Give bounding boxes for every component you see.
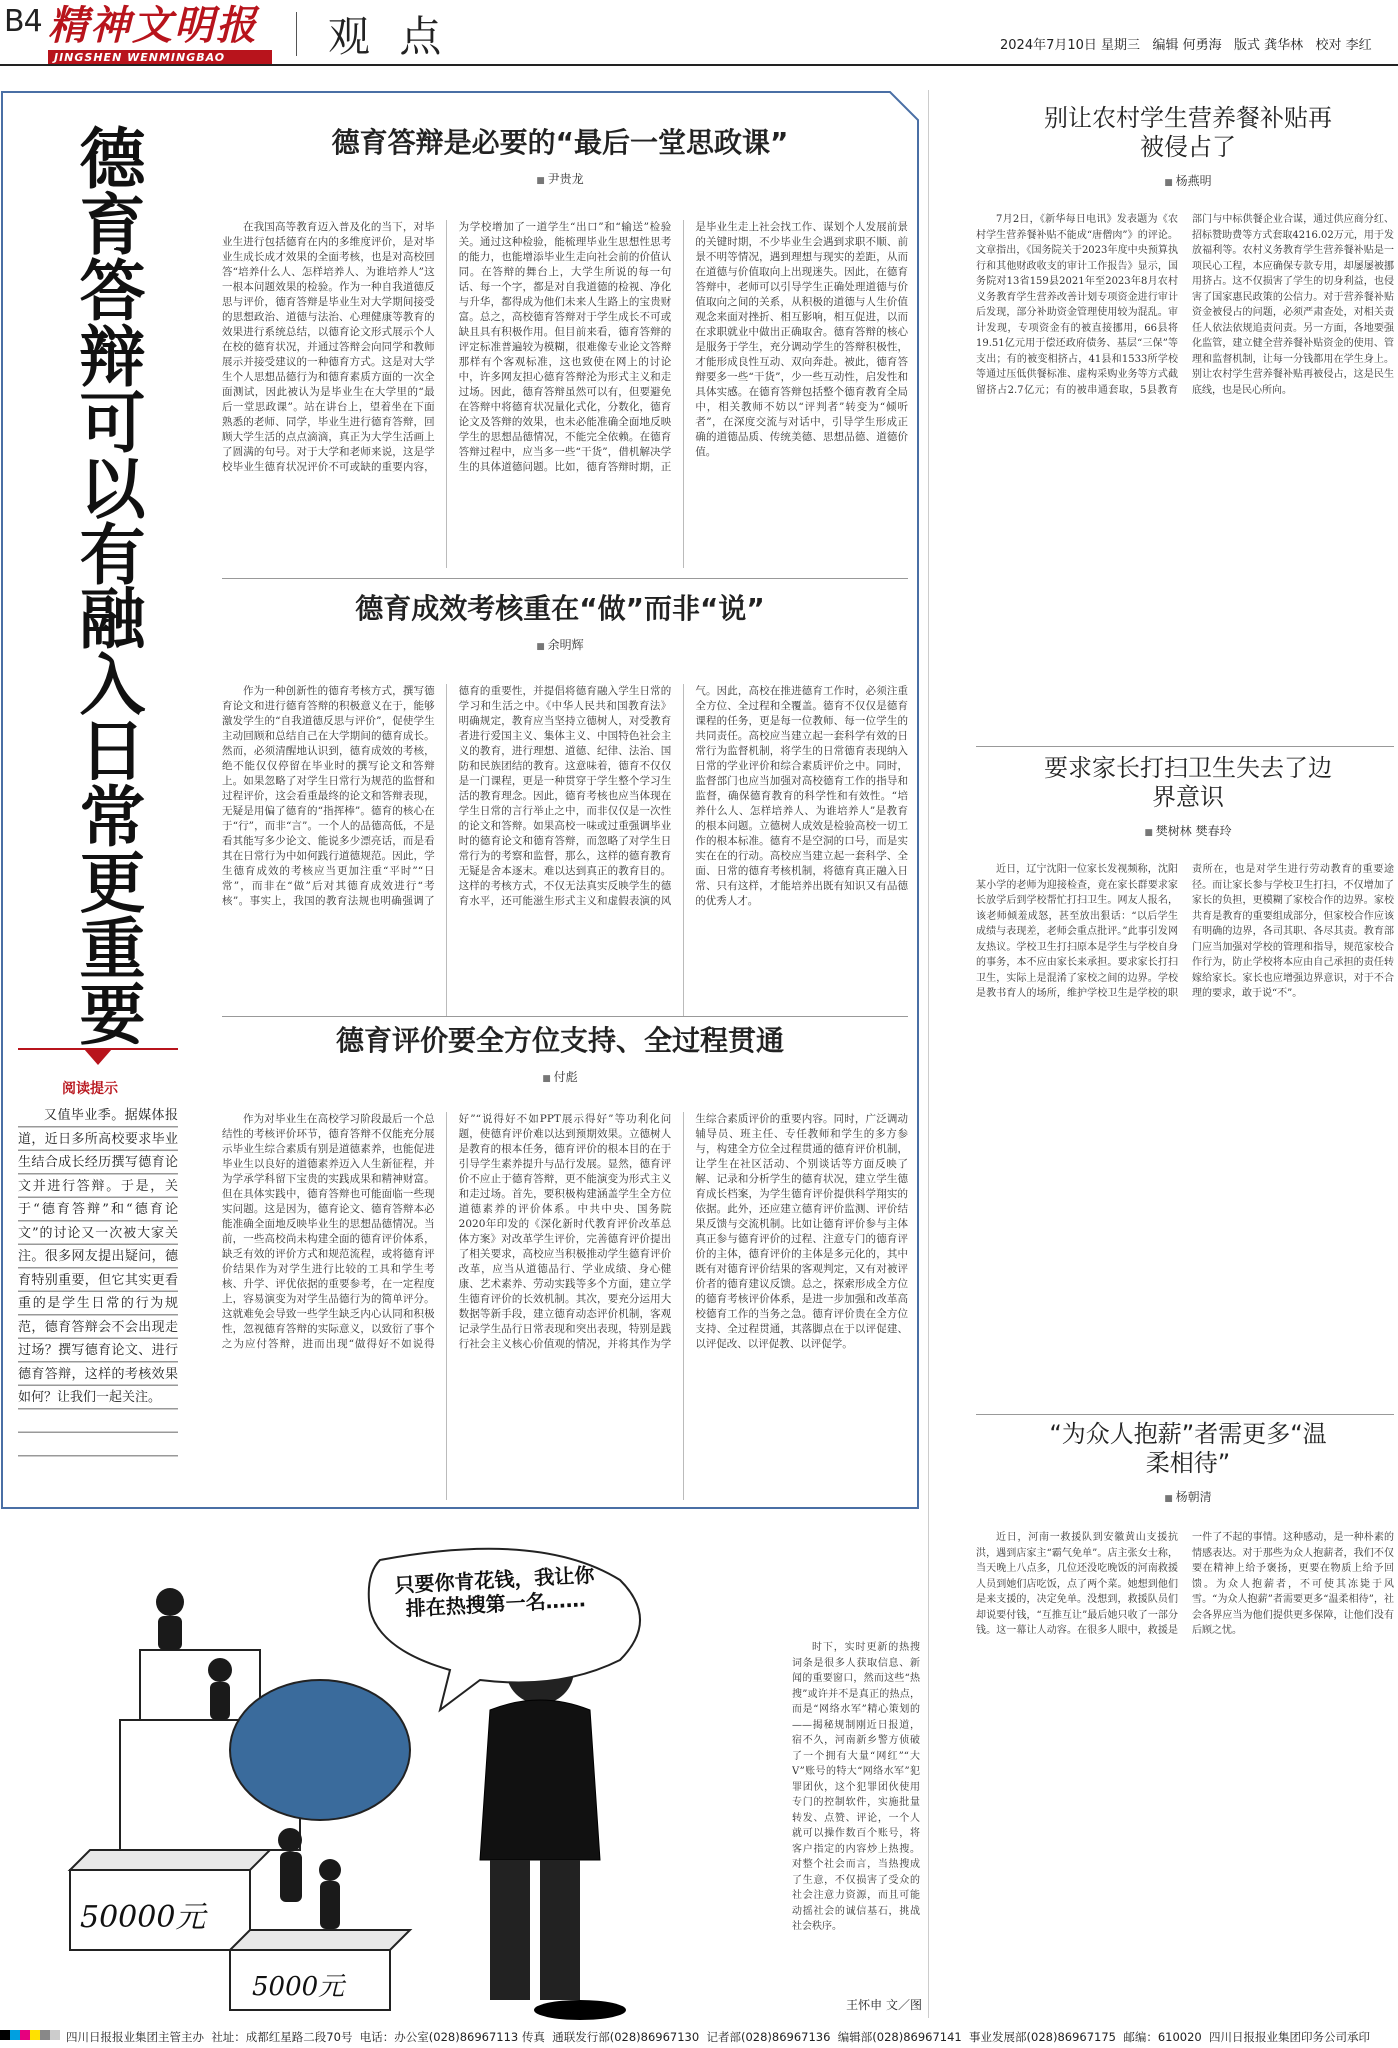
article-3-author: ■ 付彪 — [225, 1068, 895, 1085]
article-2-title: 德育成效考核重在“做”而非“说” — [355, 592, 765, 625]
cartoon-article-body — [792, 1640, 920, 1980]
article-1-author: ■ 尹贵龙 — [225, 170, 895, 187]
article-2-text: 作为一种创新性的德育考核方式，撰写德育论文和进行德育答辩的积极意义在于，能够激发学生的“自我道德反思与评价”，促使学生主动回顾和总结自己在大学期间的德育成长。然而，必须清醒地认识到，德育成效的考核，绝不能仅仅停留在毕业时的撰写论文和答辩上。如果忽略了对学生日常行为规范的监督和过程评价，这会看重最终的论文和答辩表现，无疑是用偏了德育的“指挥棒”。德育的核心在于“行”，而非“言”。一个人的品德高低，不是看其能写多少论文、能说多少漂亮话，而是看其在日常行为中如何践行道德规范。因此，学生德育成效的考核应当更加注重“平时”“日常”，而非在“做”后对其德育成效进行“考核”。事实上，我国的教育法规也明确强调了德育的重要性，并提倡将德育融入学生日常的学习和生活之中。《中华人民共和国教育法》明确规定，教育应当坚持立德树人，对受教育者进行爱国主义、集体主义、中国特色社会主义的教育，进行理想、道德、纪律、法治、国防和民族团结的教育。这意味着，德育不仅仅是一门课程，更是一种贯穿于学生整个学习生活的教育理念。因此，德育考核也应当体现在学生日常的言行举止之中，而非仅仅是一次性的论文和答辩。如果高校一味或过重强调毕业时的德育论文和德育答辩，而忽略了对学生日常行为的考察和监督，那么，这样的德育教育无疑是舍本逐末。难以达到真正的教育目的。这样的考核方式，不仅无法真实反映学生的德育水平，还可能滋生形式主义和虚假表演的风气。因此，高校在推进德育工作时，必须注重全方位、全过程和全覆盖。德育不仅仅是德育课程的任务，更是每一位教师、每一位学生的共同责任。高校应当建立起一套科学有效的日常行为监督机制，将学生的日常德育表现纳入日常的学业评价和综合素质评价之中。同时，监督部门也应当加强对高校德育工作的指导和监督，确保德育教育的科学性和有效性。“培养什么人、怎样培养人、为谁培养人”是教育的根本问题。立德树人成效是检验高校一切工作的根本标准。德育不是空洞的口号，而是实实在在的行动。高校应当建立起一套科学、全面、日常的德育考核机制，将德育真正融入日常、只有这样，才能培养出既有知识又有品德的优秀人才。 — [222, 685, 908, 907]
article-2-author: ■ 余明辉 — [225, 636, 895, 653]
cartoon-article-text: 时下，实时更新的热搜词条是很多人获取信息、新闻的重要窗口，然而这些“热搜”或许并不是真正的热点，而是“网络水军”精心策划的——揭秘规制刚近日报道，宿不久，河南新乡警方侦破了一个拥有大量“网红”“大V”账号的特大“网络水军”犯罪团伙，这个犯罪团伙使用专门的控制软件，实施批量转发、点赞、评论，一个人就可以操作数百个账号，将客户指定的内容炒上热搜。对整个社会而言，当热搜成了生意，不仅损害了受众的社会注意力资源，而且可能动摇社会的诚信基石，挑战社会秩序。 — [792, 1642, 920, 1932]
right-article-1-author: ■ 杨燕明 — [1038, 172, 1338, 189]
color-registration-bar — [0, 2030, 60, 2040]
footer-postcode: 邮编：610020 — [1123, 2030, 1202, 2044]
proofreader: 校对 李红 — [1315, 38, 1372, 53]
section-title: 观 点 — [328, 12, 450, 61]
masthead-rule — [0, 64, 1398, 66]
article-1-body — [222, 220, 908, 568]
cartoon-speech-text: 只要你肯花钱，我让你排在热搜第一名…… — [393, 1562, 595, 1621]
footer-phone-reporters: 记者部(028)86967136 — [706, 2030, 831, 2044]
newspaper-logo — [48, 2, 278, 72]
article-3-text: 作为对毕业生在高校学习阶段最后一个总结性的考核评价环节，德育答辩不仅能充分展示毕业生综合素质有别是道德素养，也能促进毕业生以良好的道德素养迈入人生新征程，并为学承学科留下宝贵的实践成果和精神财富。但在具体实践中，德育答辩也可能面临一些现实问题。这是因为，德育论文、德育答辩本必能准确全面地反映毕业生的思想品德情况。当前，一些高校尚未构建全面的德育评价体系，缺乏有效的评价方式和规范流程，或将德育评价结果作为对学生进行比较的工具和学生考核、升学、评优依据的重要参考，在一定程度上，容易演变为对学生品德行为的简单评分。这就难免会导致一些学生缺乏内心认同和积极性，忽视德育答辩的实际意义，以致衍了事个之为应付答辩，进而出现“做得好不如说得好”“说得好不如PPT展示得好”等功利化问题，使德育评价难以达到预期效果。立德树人是教育的根本任务，德育评价的根本目的在于引导学生素养提升与品行发展。显然，德育评价不应止于德育答辩，更不能演变为形式主义和走过场。首先，要积极构建涵盖学生全方位道德素养的评价体系。中共中央、国务院2020年印发的《深化新时代教育评价改革总体方案》对改革学生评价，完善德育评价提出了相关要求，高校应当积极推动学生德育评价改革，应当从道德品行、学业成绩、身心健康、艺术素养、劳动实践等多个方面，建立学生德育评价的长效机制。其次，要充分运用大数据等新手段，建立德育动态评价机制，客观记录学生品行日常表现和突出表现，特别是践行社会主义核心价值观的情况，并将其作为学生综合素质评价的重要内容。同时，广泛调动辅导员、班主任、专任教师和学生的多方参与，构建全方位全过程贯通的德育评价机制，让学生在社区活动、个别谈话等方面反映了解、记录和分析学生的德育状况，建立学生德育成长档案，为学生德育评价提供科学翔实的依据。此外，还应建立德育评价监测、评价结果反馈与交流机制。比如让德育评价参与主体真正参与德育评价的过程、注意专门的德育评价的主体，德育评价的主体是多元化的，其中既有对德育评价结果的客观判定，又有对被评价者的德育建议反馈。总之，探索形成全方位的德育考核评价体系，是进一步加强和改革高校德育工作的当务之急。德育评价贵在全方位支持、全过程贯通，其落脚点在于以评促建、以评促改、以评促教、以评促学。 — [222, 1113, 908, 1350]
article-3-body — [222, 1112, 908, 1500]
cartoon-sign-big: 50000元 — [80, 1900, 206, 1935]
right-article-1-divider — [976, 746, 1394, 747]
footer-phone-distribution: 通联发行部(028)86967130 — [552, 2030, 700, 2044]
article-1-title: 德育答辩是必要的“最后一堂思政课” — [331, 126, 789, 159]
article-2-body — [222, 684, 908, 1016]
cartoon-credit: 王怀申 文／图 — [846, 1998, 922, 2012]
issue-date: 2024年7月10日 星期三 — [1000, 38, 1141, 53]
right-column-divider — [928, 90, 929, 2018]
right-article-1-title: 别让农村学生营养餐补贴再被侵占了 — [1044, 104, 1332, 161]
right-article-1-body — [976, 212, 1394, 738]
page-number: B4 — [4, 4, 42, 39]
footer-phone-editorial: 编辑部(028)86967141 — [837, 2030, 962, 2044]
right-article-2-body — [976, 862, 1394, 1406]
logo-text: 精神文明报 — [48, 2, 258, 49]
right-article-1-text: 7月2日，《新华每日电讯》发表题为《农村学生营养餐补贴不能成“唐僧肉”》的评论。文章指出，《国务院关于2023年度中央预算执行和其他财政收支的审计工作报告》显示，国务院对13省159县2021年至2023年8月农村义务教育学生营养改善计划专项资金进行审计后发现，部分补助资金管理使用较为混乱。审计发现，专项资金有的被直接挪用，66县将19.51亿元用于偿还政府债务、基层“三保”等支出；有的被变相挤占，41县和1533所学校等通过压低供餐标准、虚构采购业务等方式截留挤占2.7亿元；有的被串通套取，5县教育部门与中标供餐企业合谋，通过供应商分红、招标赞助费等方式套取4216.02万元，用于发放福利等。农村义务教育学生营养餐补贴是一项民心工程，本应确保专款专用，却屡屡被挪用挤占。这不仅损害了学生的切身利益，也侵害了国家惠民政策的公信力。对于营养餐补贴资金被侵占的问题，必须严肃查处，对相关责任人依法依规追责问责。另一方面，各地要强化监管，建立健全营养餐补贴资金的使用、管理和监督机制，让每一分钱都用在学生身上。别让农村学生营养餐补贴再被侵占，这是民生底线，也是民心所向。 — [976, 214, 1394, 396]
feature-vertical-title-1: 德育答辩可以有 — [68, 124, 145, 586]
article-2-divider — [222, 1016, 908, 1017]
editor: 编辑 何勇海 — [1152, 38, 1222, 53]
reading-tip-label: 阅读提示 — [62, 1081, 118, 1097]
right-article-2-divider — [976, 1414, 1394, 1415]
right-article-2-title: 要求家长打扫卫生失去了边界意识 — [1044, 754, 1332, 811]
logo-pinyin: JINGSHEN WENMINGBAO — [48, 50, 272, 65]
article-3-title: 德育评价要全方位支持、全过程贯通 — [335, 1024, 784, 1057]
footer-phone-business: 事业发展部(028)86967175 — [969, 2030, 1117, 2044]
footer-publisher: 四川日报报业集团主管主办 — [66, 2030, 204, 2044]
reading-tip-text: 又值毕业季。据媒体报道，近日多所高校要求毕业生结合成长经历撰写德育论文并进行答辩。于是，关于“德育答辩”和“德育论文”的讨论又一次被大家关注。很多网友提出疑问，德育特别重要，但它其实更看重的是学生日常的行为规范，德育答辩会不会出现走过场？撰写德育论文、进行德育答辩，这样的考核效果如何？让我们一起关注。 — [18, 1104, 178, 1464]
masthead-divider — [296, 12, 297, 56]
right-article-3-title: “为众人抱薪”者需更多“温柔相待” — [1049, 1420, 1327, 1477]
footer-printer: 四川日报报业集团印务公司承印 — [1209, 2030, 1371, 2044]
footer-address: 社址：成都红星路二段70号 — [211, 2030, 353, 2044]
right-article-3-text: 近日，河南一救援队到安徽黄山支援抗洪，遇到店家主“霸气免单”。店主张女士称，当天晚上八点多，几位还没吃晚饭的河南救援人员到她们店吃饭，点了两个菜。她想到他们是来支援的，决定免单。没想到，救援队员们却说要付钱，“互推互让”最后她只收了一部分钱。这一幕让人动容。在很多人眼中，救援是一件了不起的事情。这种感动，是一种朴素的情感表达。对于那些为众人抱薪者，我们不仅要在精神上给予褒扬，更要在物质上给予回馈。为众人抱薪者，不可使其冻毙于风雪。“为众人抱薪”者需要更多“温柔相待”，社会各界应当为他们提供更多保障，让他们没有后顾之忧。 — [976, 1532, 1394, 1636]
masthead-info — [1000, 34, 1372, 53]
feature-vertical-title-2: 融入日常更重要 — [68, 584, 145, 1046]
footer-info — [66, 2029, 1398, 2045]
article-1-text: 在我国高等教育迈入普及化的当下，对毕业生进行包括德育在内的多维度评价，是对毕业生成长成才效果的全面考核，也是对高校回答“培养什么人、怎样培养人、为谁培养人”这一根本问题效果的检验。作为一种自我道德反思与评价，德育答辩是毕业生对大学期间接受的思想政治、道德与法治、心理健康等教育的效果进行系统总结，以德育论文形式展示个人在校的德育状况，并通过答辩会向同学和教师展示并接受建议的一种德育方式。这是对大学生个人思想品德行为和德育素质方面的一次全面测试，因此被认为是毕业生在大学里的“最后一堂思政课”。站在讲台上，望着坐在下面熟悉的老师、同学，毕业生进行德育答辩，回顾大学生活的点点滴滴，真正为大学生活画上了圆满的句号。对于大学和老师来说，这是学校毕业生德育状况评价不可或缺的重要内容，为学校增加了一道学生“出口”和“输送”检验关。通过这种检验，能梳理毕业生思想性思考的能力，也能增添毕业生走向社会前的价值认同。在答辩的舞台上，大学生所说的每一句话、每一个字，都是对自我道德的检视、净化与升华，都得成为他们未来人生路上的宝贵财富。总之，高校德育答辩对于学生成长不可或缺且具有积极作用。但目前来看，德育答辩的评定标准普遍较为模糊，很难像专业论文答辩那样有个客观标准，这也致使在网上的讨论中，许多网友担心德育答辩沦为形式主义和走过场。因此，德育答辩虽然可以有，但要避免在答辩中将德育状况量化式化，分数化，德育论文及答辩的效果，也未必能准确全面地反映学生的思想品德情况，不能完全依赖。在德育答辩过程中，应当多一些“干货”，借机解决学生的具体道德问题。比如，德育答辩时期，正是毕业生走上社会找工作、谋划个人发展前景的关键时期，不少毕业生会遇到求职不顺、前景不明等情况，遇到理想与现实的差距，从而在道德与价值取向上出现迷失。因此，在德育答辩中，老师可以引导学生正确处理道德与价值取向之间的关系，从积极的道德与人生价值观念来面对挫折、相互影响，相互促进，以而在求职就业中做出正确取舍。德育答辩的核心是服务于学生，充分调动学生的答辩积极性，才能形成良性互动、双向奔赴。被此，德育答辩要多一些“干货”，少一些互动性，启发性和具体实感。在德育答辩包括整个德育教育全局中，相关教师不妨以“评判者”转变为“倾听者”，在深度交流与对话中，引导学生形成正确的道德品质、传统美德、思想品德、道德价值。 — [222, 221, 908, 473]
footer-phone-office: 电话：办公室(028)86967113 传真 — [359, 2030, 545, 2044]
reading-tip-arrow-icon — [84, 1049, 112, 1065]
right-article-3-author: ■ 杨朝清 — [1038, 1488, 1338, 1505]
cartoon-sign-small: 5000元 — [252, 1972, 345, 2002]
right-article-3-body — [976, 1530, 1394, 2014]
article-1-divider — [222, 578, 908, 579]
right-article-2-author: ■ 樊树林 樊春玲 — [1038, 822, 1338, 839]
right-article-2-text: 近日，辽宁沈阳一位家长发视频称，沈阳某小学的老师为迎接检查，竟在家长群要求家长放学后到学校帮忙打扫卫生。网友人报名，该老师倾羞成怒，甚至放出狠话：“以后学生成绩与表现差，老师会重点批评。”此事引发网友热议。学校卫生打扫原本是学生与学校自身的事务，本不应由家长来承担。要求家长打扫卫生，实际上是混淆了家校之间的边界。学校是教书育人的场所，维护学校卫生是学校的职责所在，也是对学生进行劳动教育的重要途径。而让家长参与学校卫生打扫，不仅增加了家长的负担，更模糊了家校合作的边界。家校共育是教育的重要组成部分，但家校合作应该有明确的边界，各司其职、各尽其责。教育部门应当加强对学校的管理和指导，规范家校合作行为，防止学校将本应由自己承担的责任转嫁给家长。家长也应增强边界意识，对于不合理的要求，敢于说“不”。 — [976, 864, 1394, 999]
designer: 版式 龚华林 — [1233, 38, 1304, 53]
